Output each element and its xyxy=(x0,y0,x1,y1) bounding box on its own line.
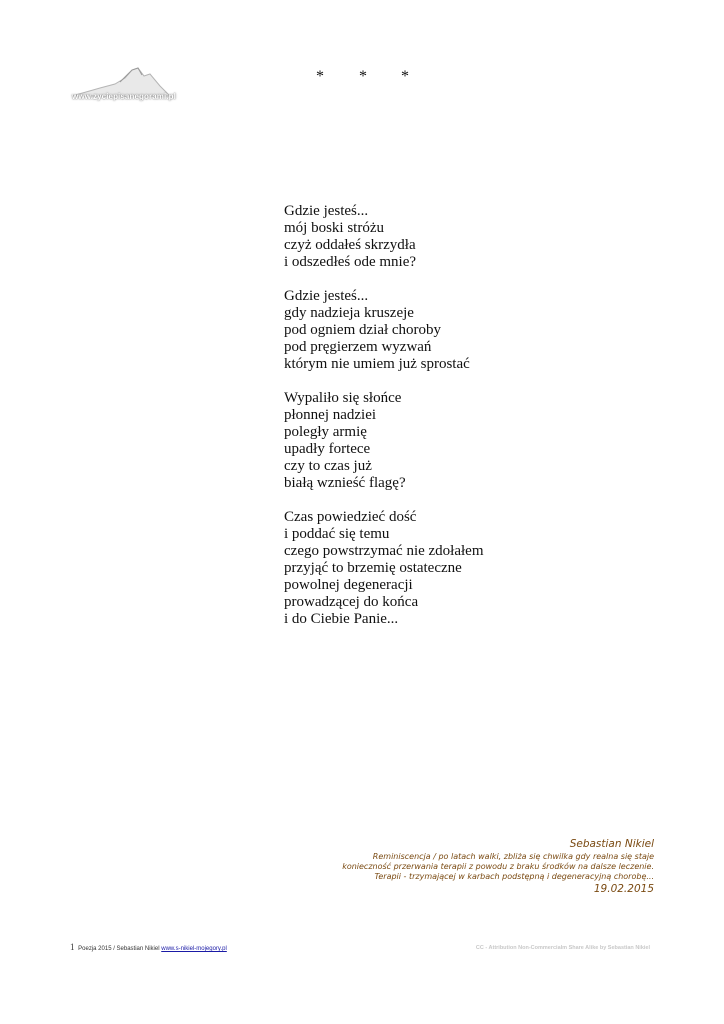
license-text: CC - Attribution Non-Commercialm Share Alike by Sebastian Nikiel xyxy=(475,945,650,951)
poem-line: którym nie umiem już sprostać xyxy=(284,356,470,372)
poem-line: czyż oddałeś skrzydła xyxy=(284,237,416,253)
website-link[interactable]: www.s-nikiel-mojegory.pl xyxy=(161,946,227,952)
poem-line: mój boski stróżu xyxy=(284,220,384,236)
note-line: Terapii - trzymającej w karbach podstępną i degeneracyjną chorobę... xyxy=(374,872,654,881)
poem-line: i do Ciebie Panie... xyxy=(284,611,399,627)
poem-line: Wypaliło się słońce xyxy=(284,390,402,406)
logo-text: www.zyciepisanegorami.pl xyxy=(72,92,176,101)
poem-line: płonnej nadziei xyxy=(284,407,377,423)
poem-line: prowadzącej do końca xyxy=(284,594,419,610)
poem-line: i odszedłeś ode mnie? xyxy=(284,254,417,270)
stanza xyxy=(284,288,484,373)
footer-left xyxy=(70,942,227,952)
poem-line: czy to czas już xyxy=(284,458,372,474)
poem-line: przyjąć to brzemię ostateczne xyxy=(284,560,462,576)
poem-line: Gdzie jesteś... xyxy=(284,288,369,304)
poem-date: 19.02.2015 xyxy=(593,883,654,895)
poem-line: powolnej degeneracji xyxy=(284,577,413,593)
poem-line: poległy armię xyxy=(284,424,367,440)
poem-line: upadły fortece xyxy=(284,441,371,457)
footer-text: Poezja 2015 / Sebastian Nikiel xyxy=(78,946,160,952)
note-line: konieczność przerwania terapii z powodu z braku środków na dalsze leczenie. xyxy=(342,862,654,871)
poem-line: czego powstrzymać nie zdołałem xyxy=(284,543,484,559)
poem-line: pod pręgierzem wyzwań xyxy=(284,339,432,355)
signature-block xyxy=(342,838,654,895)
poem xyxy=(284,203,484,645)
site-logo xyxy=(70,66,180,106)
poem-line: Czas powiedzieć dość xyxy=(284,509,417,525)
star: * xyxy=(316,68,324,85)
poem-line: i poddać się temu xyxy=(284,526,390,542)
author-name: Sebastian Nikiel xyxy=(569,838,654,850)
stanza xyxy=(284,390,484,492)
star: * xyxy=(359,68,367,85)
poem-line: białą wznieść flagę? xyxy=(284,475,406,491)
poem-line: Gdzie jesteś... xyxy=(284,203,369,219)
note-line: Reminiscencja / po latach walki, zbliża się chwilka gdy realna się staje xyxy=(372,852,654,861)
page-number: 1 xyxy=(70,942,75,952)
stanza xyxy=(284,203,484,271)
stanza xyxy=(284,509,484,628)
poem-line: pod ogniem dział choroby xyxy=(284,322,442,338)
poem-line: gdy nadzieja kruszeje xyxy=(284,305,414,321)
star: * xyxy=(401,68,409,85)
